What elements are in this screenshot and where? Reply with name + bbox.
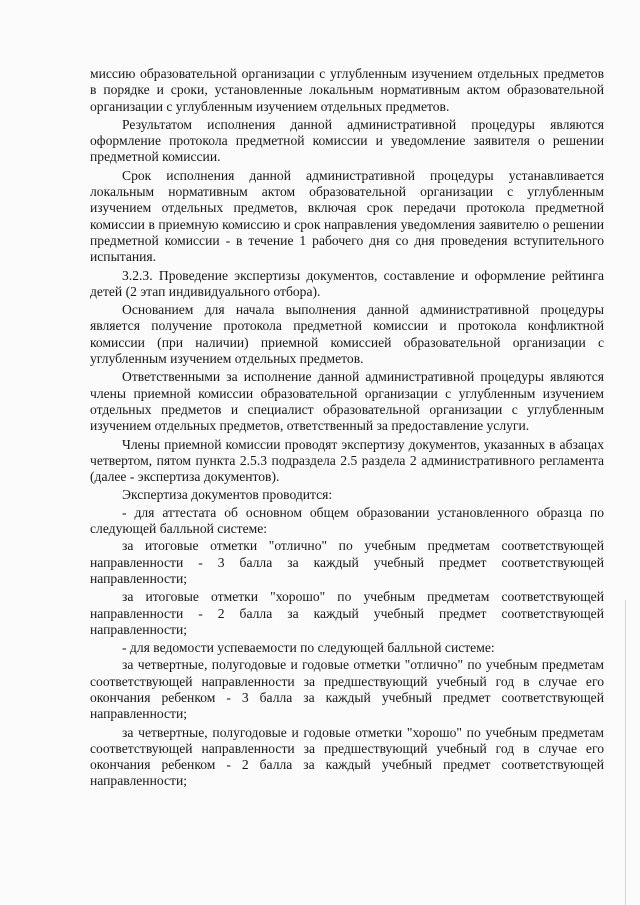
paragraph-responsible: Ответственными за исполнение данной административной процедуры являются члены приемной комиссии образовательной организации с углубленным изучением отдельных предметов и специалист образовательной организации с углубленным изучением отдельных предметов, ответственный за предоставление услуги. (90, 369, 604, 434)
list-item-certificate: - для аттестата об основном общем образовании установленного образца по следующей балльной системе: (90, 504, 604, 537)
list-item-record-excellent: за четвертные, полугодовые и годовые отметки "отлично" по учебным предметам соответствующей направленности за предшествующий учебный год в случае его окончания ребенком - 3 балла за каждый учебный предмет соответствующей направленности; (90, 657, 604, 722)
section-heading-3-2-3: 3.2.3. Проведение экспертизы документов, составление и оформление рейтинга детей (2 этап индивидуального отбора). (90, 267, 604, 299)
document-body (90, 66, 604, 792)
list-item-record: - для ведомости успеваемости по следующей балльной системе: (122, 640, 495, 656)
scan-edge-line (625, 600, 626, 905)
paragraph-expertise: Члены приемной комиссии проводят экспертизу документов, указанных в абзацах четвертом, пятом пункта 2.5.3 подраздела 2.5 раздела 2 административного регламента (далее - экспертиза документов). (90, 436, 604, 485)
paragraph-continuation: миссию образовательной организации с углубленным изучением отдельных предметов в порядке и сроки, установленные локальным нормативным актом образовательной организации с углубленным изучением отдельных предметов. (90, 66, 604, 114)
paragraph-result: Результатом исполнения данной административной процедуры являются оформление протокола предметной комиссии и уведомление заявителя о решении предметной комиссии. (90, 116, 604, 165)
paragraph-deadline: Срок исполнения данной административной процедуры устанавливается локальным нормативным актом образовательной организации с углубленным изучением отдельных предметов, включая срок передачи протокола предметной комиссии в приемную комиссию и срок направления уведомления заявителю о решении предметной комиссии - в течение 1 рабочего дня со дня проведения вступительного испытания. (90, 167, 604, 265)
list-item-certificate-good: за итоговые отметки "хорошо" по учебным предметам соответствующей направленности - 2 балла за каждый учебный предмет соответствующей направленности; (90, 589, 604, 637)
paragraph-basis: Основанием для начала выполнения данной административной процедуры является получение протокола предметной комиссии и протокола конфликтной комиссии (при наличии) приемной комиссией образовательной организации с углубленным изучением отдельных предметов. (90, 302, 604, 367)
paragraph-expertise-intro: Экспертиза документов проводится: (122, 487, 333, 503)
list-item-certificate-excellent: за итоговые отметки "отлично" по учебным предметам соответствующей направленности - 3 балла за каждый учебный предмет соответствующей направленности; (90, 538, 604, 586)
list-item-record-good: за четвертные, полугодовые и годовые отметки "хорошо" по учебным предметам соответствующей направленности за предшествующий учебный год в случае его окончания ребенком - 2 балла за каждый учебный предмет соответствующей направленности; (90, 724, 604, 789)
